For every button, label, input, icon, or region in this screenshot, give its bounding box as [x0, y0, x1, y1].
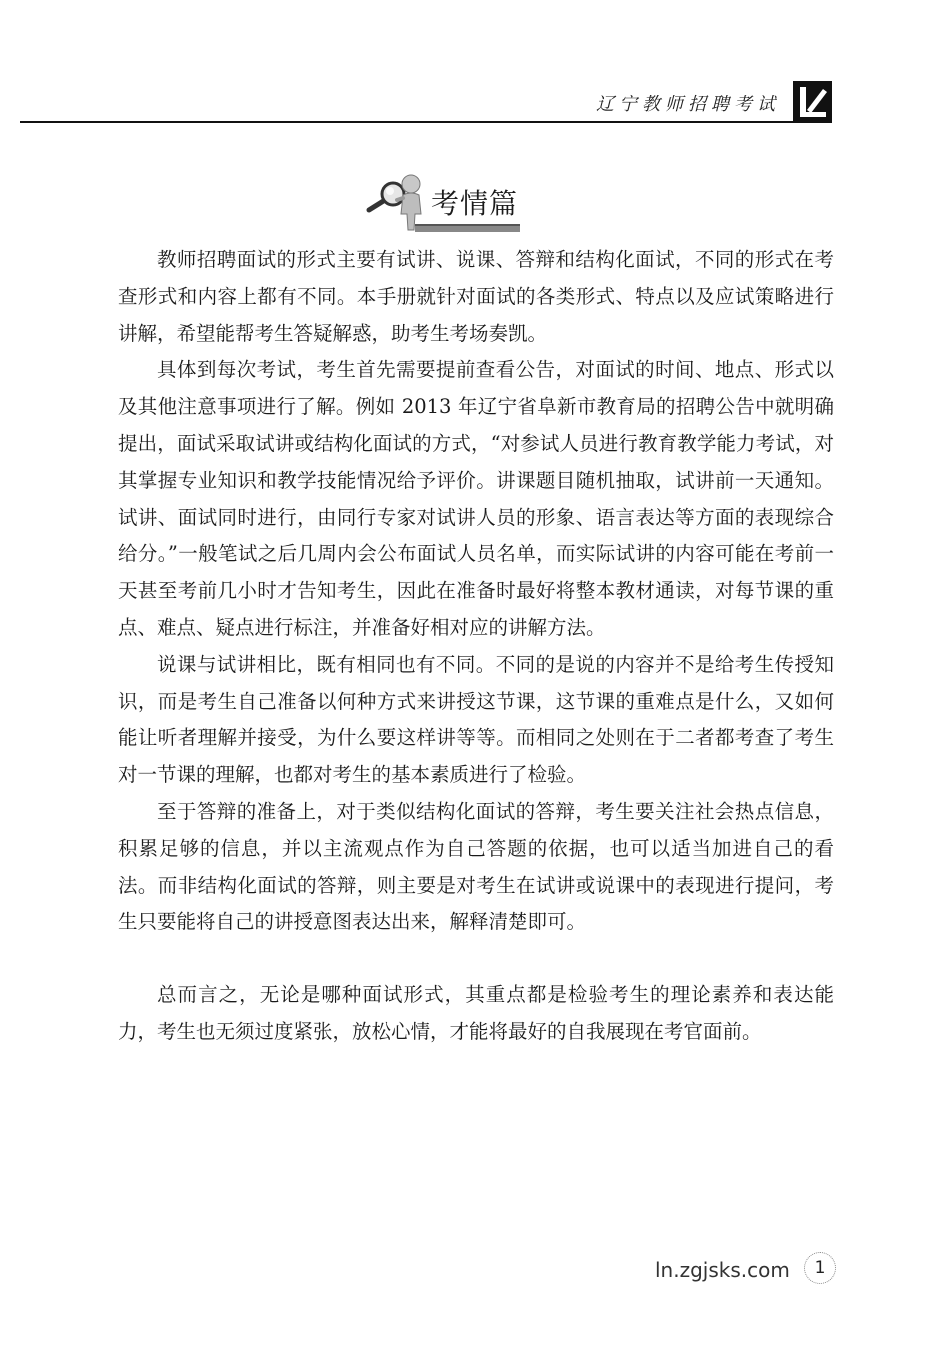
- page-number: 1: [804, 1252, 836, 1284]
- footer-website-url: ln.zgjsks.com: [655, 1258, 790, 1282]
- paragraph-3: 说课与试讲相比，既有相同也有不同。不同的是说的内容并不是给考生传授知识，而是考生自己准备以何种方式来讲授这节课，这节课的重难点是什么，又如何能让听者理解并接受，为什么要这样讲等等。而相同之处则在于二者都考查了考生对一节课的理解，也都对考生的基本素质进行了检验。: [118, 652, 834, 787]
- header-divider: [20, 121, 832, 123]
- paragraph-2: 具体到每次考试，考生首先需要提前查看公告，对面试的时间、地点、形式以及其他注意事项进行了解。例如 2013 年辽宁省阜新市教育局的招聘公告中就明确提出，面试采取试讲或结构化面试的方式，“对参试人员进行教育教学能力考试，对其掌握专业知识和教学技能情况给予评价。讲课题目随机抽取，试讲前一天通知。试讲、面试同时进行，由同行专家对试讲人员的形象、语言表达等方面的表现综合给分。”一般笔试之后几周内会公布面试人员名单，而实际试讲的内容可能在考前一天甚至考前几小时才告知考生，因此在准备时最好将整本教材通读，对每节课的重点、难点、疑点进行标注，并准备好相对应的讲解方法。: [118, 358, 834, 639]
- paragraph-5: 总而言之，无论是哪种面试形式，其重点都是检验考生的理论素养和表达能力，考生也无须过度紧张，放松心情，才能将最好的自我展现在考官面前。: [118, 983, 834, 1043]
- header-title: 辽宁教师招聘考试: [596, 94, 780, 115]
- section-title: 考情篇: [431, 187, 519, 220]
- paragraph-4: 至于答辩的准备上，对于类似结构化面试的答辩，考生要关注社会热点信息，积累足够的信息，并以主流观点作为自己答题的依据，也可以适当加进自己的看法。而非结构化面试的答辩，则主要是对考生在试讲或说课中的表现进行提问，考生只要能将自己的讲授意图表达出来，解释清楚即可。: [118, 799, 834, 934]
- body-content: [118, 242, 834, 1051]
- section-heading: [365, 170, 525, 236]
- paragraph-1: 教师招聘面试的形式主要有试讲、说课、答辩和结构化面试，不同的形式在考查形式和内容上都有不同。本手册就针对面试的各类形式、特点以及应试策略进行讲解，希望能帮考生答疑解惑，助考生考场奏凯。: [118, 248, 834, 345]
- brand-logo-icon: [793, 81, 832, 123]
- title-underline: [415, 224, 520, 232]
